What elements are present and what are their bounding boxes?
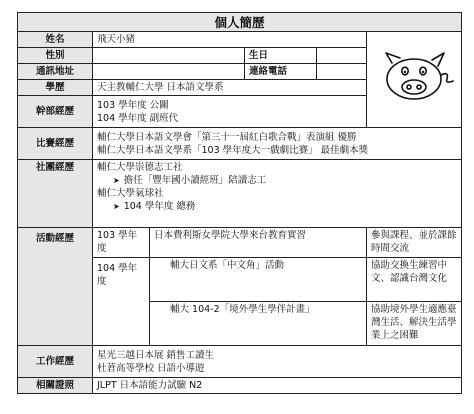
competition-list [93, 128, 462, 160]
work-label: 工作經歷 [18, 346, 93, 378]
gender-label: 性別 [18, 48, 93, 64]
work-list [93, 346, 462, 378]
arrow-bullet-icon: ➤ [113, 202, 120, 211]
list-item: 輔仁大學崇德志工社 [97, 162, 183, 173]
pig-face-icon [374, 47, 454, 109]
club-list [93, 160, 462, 228]
list-item: 星光三越日本展 銷售工讀生 [97, 349, 215, 361]
activity-event: 輔大日文系「中文角」活動 [150, 258, 367, 302]
cert-label: 相關證照 [18, 378, 93, 394]
list-item: 杜莙高等學校 日語小導遊 [97, 362, 205, 374]
resume-title: 個人簡歷 [18, 13, 462, 32]
club-label: 社團經歷 [18, 160, 93, 228]
cadre-list [93, 96, 367, 128]
activity-desc: 參與課程、並於課餘時間交流 [367, 228, 462, 258]
list-item: ➤ 104 學年度 總務 [113, 201, 196, 212]
birthday-value [317, 48, 367, 64]
address-label: 通訊地址 [18, 64, 93, 80]
name-value: 飛天小豬 [93, 32, 367, 48]
activity-desc: 協助交換生練習中文、認識台灣文化 [367, 258, 462, 302]
cert-value: JLPT 日本語能力試驗 N2 [93, 378, 462, 394]
address-value [93, 64, 245, 80]
competition-label: 比賽經歷 [18, 128, 93, 160]
activity-label: 活動經歷 [18, 228, 93, 346]
cadre-label: 幹部經歷 [18, 96, 93, 128]
name-label: 姓名 [18, 32, 93, 48]
list-item: 104 學年度 副班代 [97, 112, 179, 124]
list-item: 輔仁大學氣球社 [97, 188, 164, 199]
phone-value [317, 64, 367, 80]
list-item: 103 學年度 公關 [97, 99, 169, 111]
activity-event: 輔大 104-2「境外學生學伴計畫」 [150, 302, 367, 346]
birthday-label: 生日 [245, 48, 317, 64]
activity-event: 日本費利斯女學院大學來台教育實習 [150, 228, 367, 258]
resume-table [17, 12, 462, 394]
list-item: 輔仁大學日本語文學系「103 學年度大一戲劇比賽」 最佳劇本獎 [97, 144, 369, 156]
activity-year: 104 學年度 [93, 258, 150, 346]
education-value: 天主教輔仁大學 日本語文學系 [93, 80, 367, 96]
education-label: 學歷 [18, 80, 93, 96]
activity-desc: 協助境外學生適應臺灣生活、解決生活學業上之困難 [367, 302, 462, 346]
gender-value [93, 48, 245, 64]
activity-year: 103 學年度 [93, 228, 150, 258]
list-item: ➤ 擔任「豐年國小讀經班」陪讀志工 [113, 175, 267, 186]
list-item: 輔仁大學日本語文學會「第三十一屆紅白歌合戰」表演組 優勝 [97, 131, 357, 143]
photo-cell [367, 32, 462, 128]
phone-label: 連絡電話 [245, 64, 317, 80]
arrow-bullet-icon: ➤ [113, 176, 120, 185]
